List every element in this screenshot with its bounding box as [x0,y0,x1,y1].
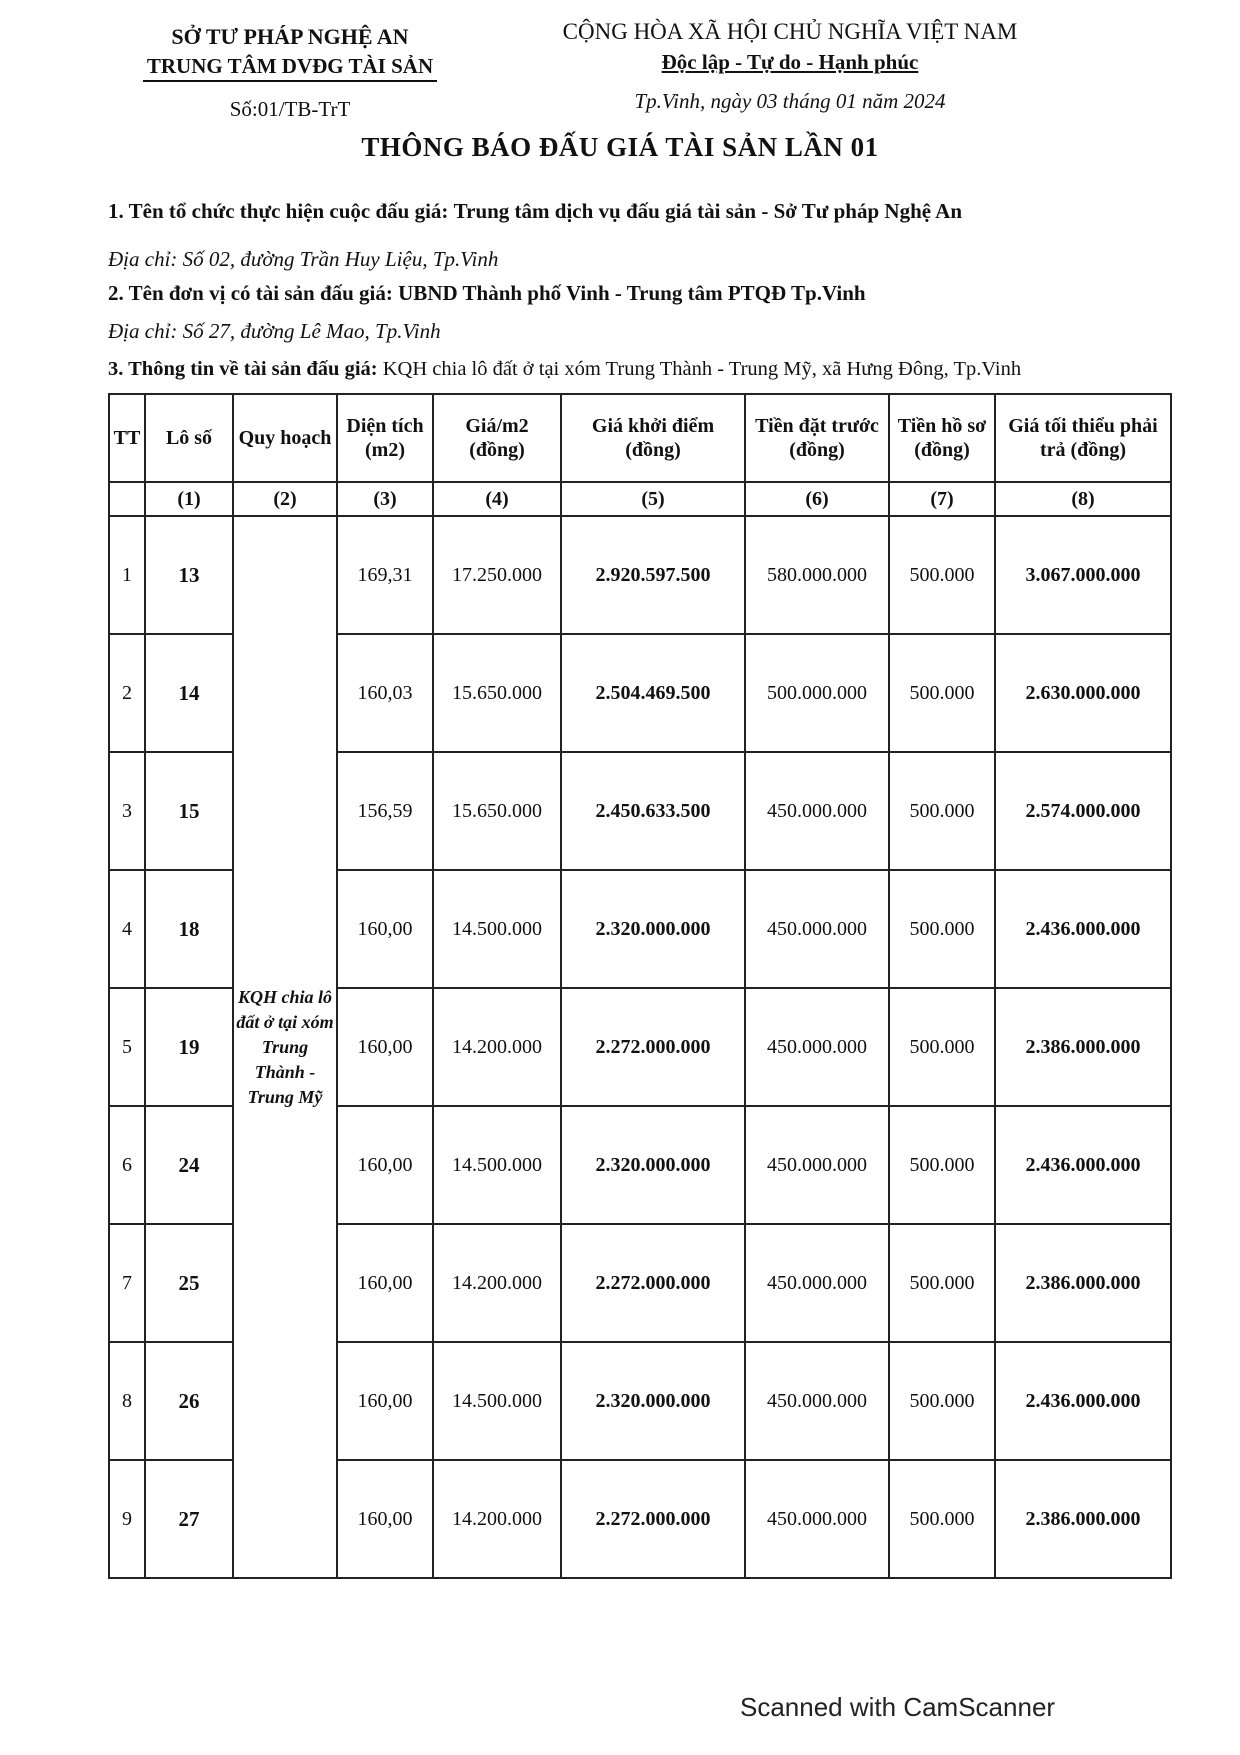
cell-area: 160,00 [337,1460,433,1578]
cell-deposit: 580.000.000 [745,516,889,634]
cell-starting-price: 2.320.000.000 [561,1342,745,1460]
col-header-plan: Quy hoạch [233,394,337,482]
cell-file-fee: 500.000 [889,1224,995,1342]
section-2-address [108,316,1168,346]
issuer-org: TRUNG TÂM DVĐG TÀI SẢN [143,52,437,82]
cell-area: 160,00 [337,988,433,1106]
cell-min-price: 3.067.000.000 [995,516,1171,634]
cell-lot: 27 [145,1460,233,1578]
col-header-min-price: Giá tối thiểu phải trả (đồng) [995,394,1171,482]
cell-lot: 26 [145,1342,233,1460]
col-header-price-m2: Giá/m2 (đồng) [433,394,561,482]
cell-lot: 24 [145,1106,233,1224]
cell-tt: 8 [109,1342,145,1460]
cell-file-fee: 500.000 [889,516,995,634]
cell-min-price: 2.630.000.000 [995,634,1171,752]
cell-file-fee: 500.000 [889,1106,995,1224]
cell-file-fee: 500.000 [889,634,995,752]
col-header-deposit: Tiền đặt trước (đồng) [745,394,889,482]
cell-min-price: 2.386.000.000 [995,1224,1171,1342]
col-number [109,482,145,516]
cell-area: 160,00 [337,870,433,988]
cell-deposit: 450.000.000 [745,1342,889,1460]
cell-tt: 9 [109,1460,145,1578]
document-number: Số:01/TB-TrT [229,97,351,121]
section-2-value: UBND Thành phố Vinh - Trung tâm PTQĐ Tp.Vinh [398,281,866,305]
cell-lot: 25 [145,1224,233,1342]
section-1-address [108,244,1168,274]
section-1-value: Trung tâm dịch vụ đấu giá tài sản - Sở Tư pháp Nghệ An [453,199,963,223]
section-2-address-text: Địa chỉ: Số 27, đường Lê Mao, Tp.Vinh [108,319,441,343]
cell-price-m2: 15.650.000 [433,752,561,870]
section-2-owner [108,278,1168,308]
cell-price-m2: 14.200.000 [433,1460,561,1578]
section-1-address-text: Địa chỉ: Số 02, đường Trần Huy Liệu, Tp.Vinh [108,247,499,271]
table-row [109,516,1171,634]
cell-deposit: 450.000.000 [745,1460,889,1578]
cell-starting-price: 2.320.000.000 [561,1106,745,1224]
cell-area: 160,03 [337,634,433,752]
cell-lot: 18 [145,870,233,988]
cell-min-price: 2.436.000.000 [995,870,1171,988]
nation-name: CỘNG HÒA XÃ HỘI CHỦ NGHĨA VIỆT NAM [562,19,1018,44]
cell-deposit: 500.000.000 [745,634,889,752]
issuer-block [100,22,480,124]
cell-tt: 6 [109,1106,145,1224]
cell-price-m2: 14.200.000 [433,988,561,1106]
cell-starting-price: 2.320.000.000 [561,870,745,988]
cell-tt: 2 [109,634,145,752]
col-header-lot: Lô số [145,394,233,482]
national-header [520,16,1060,116]
section-2-label: 2. Tên đơn vị có tài sản đấu giá: [108,281,393,305]
cell-deposit: 450.000.000 [745,1224,889,1342]
section-3-label: 3. Thông tin về tài sản đấu giá: [108,358,378,380]
scanner-watermark: Scanned with CamScanner [740,1692,1056,1722]
col-number: (2) [233,482,337,516]
cell-tt: 5 [109,988,145,1106]
cell-lot: 15 [145,752,233,870]
cell-file-fee: 500.000 [889,1342,995,1460]
col-header-area: Diện tích (m2) [337,394,433,482]
cell-area: 160,00 [337,1106,433,1224]
cell-area: 160,00 [337,1342,433,1460]
cell-starting-price: 2.504.469.500 [561,634,745,752]
cell-price-m2: 14.200.000 [433,1224,561,1342]
document-date: Tp.Vinh, ngày 03 tháng 01 năm 2024 [634,89,946,113]
col-header-tt: TT [109,394,145,482]
issuer-parent-org: SỞ TƯ PHÁP NGHỆ AN [171,24,409,49]
cell-file-fee: 500.000 [889,988,995,1106]
table-header-row [109,394,1171,482]
cell-lot: 14 [145,634,233,752]
cell-min-price: 2.386.000.000 [995,988,1171,1106]
col-header-starting-price: Giá khởi điểm (đồng) [561,394,745,482]
cell-lot: 19 [145,988,233,1106]
cell-tt: 4 [109,870,145,988]
cell-plan: KQH chia lô đất ở tại xóm Trung Thành - Trung Mỹ [233,516,337,1578]
national-motto: Độc lập - Tự do - Hạnh phúc [661,50,919,74]
cell-deposit: 450.000.000 [745,1106,889,1224]
auction-lots-table [108,393,1172,1579]
cell-price-m2: 17.250.000 [433,516,561,634]
section-1-organizer [108,196,1168,226]
cell-tt: 1 [109,516,145,634]
section-3-value: KQH chia lô đất ở tại xóm Trung Thành - Trung Mỹ, xã Hưng Đông, Tp.Vinh [382,358,1022,380]
col-number: (6) [745,482,889,516]
col-number: (4) [433,482,561,516]
column-number-row [109,482,1171,516]
cell-price-m2: 14.500.000 [433,1106,561,1224]
cell-file-fee: 500.000 [889,752,995,870]
cell-lot: 13 [145,516,233,634]
col-header-file-fee: Tiền hồ sơ (đồng) [889,394,995,482]
section-3-asset [108,354,1168,384]
cell-deposit: 450.000.000 [745,752,889,870]
cell-min-price: 2.436.000.000 [995,1106,1171,1224]
cell-starting-price: 2.272.000.000 [561,1224,745,1342]
cell-deposit: 450.000.000 [745,988,889,1106]
cell-starting-price: 2.920.597.500 [561,516,745,634]
cell-price-m2: 15.650.000 [433,634,561,752]
cell-deposit: 450.000.000 [745,870,889,988]
cell-min-price: 2.436.000.000 [995,1342,1171,1460]
col-number: (1) [145,482,233,516]
cell-starting-price: 2.272.000.000 [561,988,745,1106]
cell-tt: 7 [109,1224,145,1342]
col-number: (3) [337,482,433,516]
cell-area: 160,00 [337,1224,433,1342]
cell-min-price: 2.574.000.000 [995,752,1171,870]
cell-file-fee: 500.000 [889,870,995,988]
col-number: (7) [889,482,995,516]
cell-min-price: 2.386.000.000 [995,1460,1171,1578]
cell-starting-price: 2.272.000.000 [561,1460,745,1578]
cell-price-m2: 14.500.000 [433,870,561,988]
cell-area: 169,31 [337,516,433,634]
section-1-label: 1. Tên tổ chức thực hiện cuộc đấu giá: [108,199,449,223]
cell-file-fee: 500.000 [889,1460,995,1578]
col-number: (8) [995,482,1171,516]
document-title: THÔNG BÁO ĐẤU GIÁ TÀI SẢN LẦN 01 [361,132,879,162]
cell-price-m2: 14.500.000 [433,1342,561,1460]
cell-area: 156,59 [337,752,433,870]
col-number: (5) [561,482,745,516]
cell-tt: 3 [109,752,145,870]
cell-starting-price: 2.450.633.500 [561,752,745,870]
